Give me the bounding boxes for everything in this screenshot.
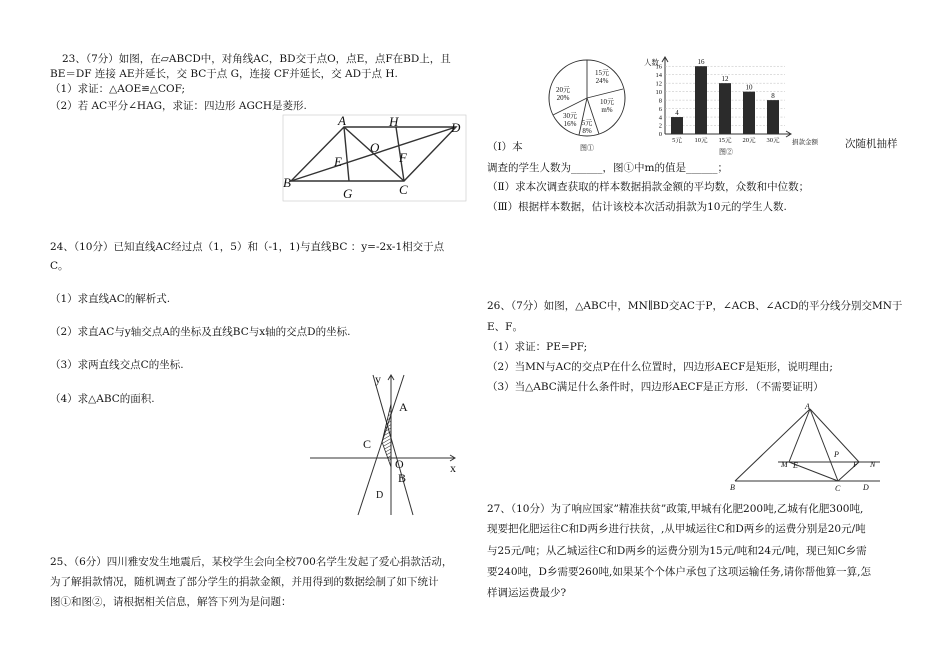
bar-title: 图② — [719, 148, 733, 156]
bar-xtick-label: 15元 — [718, 137, 732, 144]
pie-label-15: 15元 — [595, 69, 609, 77]
fig26-label-A: A — [805, 402, 810, 411]
bar-xtick-label: 20元 — [742, 137, 756, 144]
bar-xtick-label: 10元 — [694, 137, 708, 144]
pie-label-10: 10元 — [600, 98, 614, 106]
fig26-label-D: D — [863, 483, 869, 492]
q27-line5: 样调运运费最少? — [487, 587, 567, 599]
fig23-label-G: G — [343, 186, 353, 201]
q24-coordinate-figure — [305, 370, 470, 518]
q27-line1: 27、（10分）为了响应国家”精准扶贫”政策,甲城有化肥200吨,乙城有化肥300吨, — [487, 503, 864, 515]
bar-xtick-label: 30元 — [766, 137, 780, 144]
q25-line3: 图①和图②，请根据相关信息，解答下列为是问题： — [50, 596, 292, 608]
line-AC — [810, 409, 838, 481]
bar-data-label: 16 — [697, 58, 705, 67]
fig24-label-A: A — [399, 400, 408, 414]
fig23-label-B: B — [283, 175, 291, 190]
pie-label-30: 30元 — [563, 112, 577, 120]
bar-ytick-label: 10 — [655, 88, 662, 96]
q23-part1: （1）求证：△AOE≌△COF; — [50, 83, 186, 95]
segment-AG — [344, 127, 349, 181]
pie-value-10: m% — [601, 106, 613, 114]
q25-bar-chart — [640, 52, 830, 157]
line-AB — [735, 409, 810, 481]
fig26-label-F: F — [853, 460, 858, 469]
bar-ytick-label: 14 — [655, 71, 662, 79]
q26-line2: E、F。 — [487, 321, 523, 333]
fig23-label-H: H — [389, 114, 399, 129]
fig23-label-C: C — [399, 182, 408, 197]
q24-part2: （2）求直AC与y轴交点A的坐标及直线BC与x轴的交点D的坐标. — [50, 326, 351, 338]
q24-part3: （3）求两直线交点C的坐标. — [50, 359, 184, 371]
bar-data-label: 12 — [721, 75, 729, 84]
bar-data-label: 8 — [771, 92, 775, 101]
pie-value-30: 16% — [563, 120, 577, 128]
bar-ylabel: 人数 — [644, 58, 659, 67]
bar-5元 — [671, 117, 683, 134]
bar-ytick-label: 6 — [658, 105, 662, 113]
bar-data-label: 4 — [675, 109, 679, 118]
fig23-label-D: D — [451, 120, 461, 135]
bar-data-label: 10 — [745, 83, 753, 92]
pie-value-5: 8% — [582, 127, 592, 135]
q23-line1: 23、（7分）如图，在▱ABCD中，对角线AC，BD交于点O，点E，点F在BD上，且 — [62, 53, 451, 65]
q26-part1: （1）求证：PE=PF; — [487, 341, 588, 353]
pie-label-20: 20元 — [556, 86, 570, 94]
q25-part1-line2: 调查的学生人数为______，图①中m的值是______； — [487, 162, 728, 174]
q26-part2: （2）当MN与AC的交点P在什么位置时，四边形AECF是矩形，说明理由; — [487, 361, 833, 373]
bar-ytick-label: 2 — [658, 122, 662, 130]
q25-line1: 25、（6分）四川雅安发生地震后，某校学生会向全校700名学生发起了爱心捐款活动， — [50, 556, 453, 568]
q23-line2: BE＝DF 连接 AE并延长，交 BC于点 G，连接 CF并延长，交 AD于点 H. — [50, 68, 398, 80]
bar-20元 — [743, 92, 755, 134]
q26-line1: 26、（7分）如图，△ABC中，MN∥BD交AC于P，∠ACB、∠ACD的平分线分别交MN于 — [487, 300, 903, 312]
pie-value-15: 24% — [595, 77, 609, 85]
bar-xlabel: 捐款金额 — [792, 139, 818, 146]
fig26-label-E: E — [793, 461, 798, 470]
q25-pie-chart — [537, 55, 637, 155]
q25-part1-prefix: （Ⅰ）本 — [487, 141, 523, 153]
pie-label-5: 5元 — [581, 119, 593, 127]
pie-divider-15-10 — [587, 89, 623, 98]
q25-part1-suffix: 次随机抽样 — [845, 138, 898, 150]
fig24-label-O: O — [395, 457, 404, 471]
bar-15元 — [719, 83, 731, 134]
fig26-label-C: C — [835, 484, 841, 493]
q27-line2: 现要把化肥运往C和D两乡进行扶贫，,从甲城运往C和D两乡的运费分别是20元/吨 — [487, 523, 866, 535]
pie-title: 图① — [580, 144, 594, 152]
bar-ytick-label: 4 — [658, 114, 662, 122]
q24-part1: （1）求直线AC的解析式. — [50, 293, 171, 305]
q27-line4: 要240吨，D乡需要260吨,如果某个个体户承包了这项运输任务,请你帮他算一算,怎 — [487, 566, 872, 578]
fig26-label-P: P — [834, 450, 839, 459]
q26-part3: （3）当△ABC满足什么条件时，四边形AECF是正方形．（不需要证明） — [487, 381, 824, 393]
q23-part2: （2）若 AC平分∠HAG，求证：四边形 AGCH是菱形. — [50, 100, 307, 112]
fig24-label-B: B — [398, 471, 407, 485]
fig23-label-F: F — [399, 150, 407, 165]
fig26-label-N: N — [870, 460, 876, 469]
bar-ytick-label: 16 — [655, 63, 662, 71]
q25-part2: （Ⅱ）求本次调查获取的样本数据捐款金额的平均数，众数和中位数； — [487, 181, 810, 193]
pie-value-20: 20% — [556, 94, 570, 102]
q23-parallelogram-figure — [282, 114, 467, 202]
fig24-label-x: x — [450, 461, 456, 475]
fig26-label-B: B — [730, 483, 735, 492]
bar-30元 — [767, 100, 779, 134]
line-AE — [789, 409, 810, 462]
fig23-label-E: E — [334, 154, 342, 169]
q25-part3: （Ⅲ）根据样本数据，估计该校本次活动捐款为10元的学生人数. — [487, 201, 787, 213]
bar-ytick-label: 0 — [658, 131, 662, 139]
q25-line2: 为了解捐款情况，随机调查了部分学生的捐款金额，并用得到的数据绘制了如下统计 — [50, 576, 439, 588]
q24-line2: C。 — [50, 260, 69, 272]
bar-xtick-label: 5元 — [672, 137, 682, 144]
fig24-label-y: y — [375, 372, 381, 386]
bar-ytick-label: 12 — [655, 80, 662, 88]
fig26-label-M: M — [781, 460, 788, 469]
bar-ytick-label: 8 — [658, 97, 662, 105]
q26-triangle-figure — [730, 402, 885, 494]
fig23-label-O: O — [370, 140, 380, 155]
q24-line1: 24、（10分）已知直线AC经过点（1，5）和（-1，1)与直线BC ：y=-2x-1相交于点 — [50, 241, 445, 253]
bar-10元 — [695, 66, 707, 134]
fig24-label-C: C — [363, 437, 372, 451]
q27-line3: 与25元/吨；从乙城运往C和D两乡的运费分别为15元/吨和24元/吨，现已知C乡需 — [487, 545, 867, 557]
fig23-label-A: A — [338, 114, 346, 128]
fig24-label-D: D — [376, 490, 384, 501]
q24-part4: （4）求△ABC的面积. — [50, 393, 155, 405]
